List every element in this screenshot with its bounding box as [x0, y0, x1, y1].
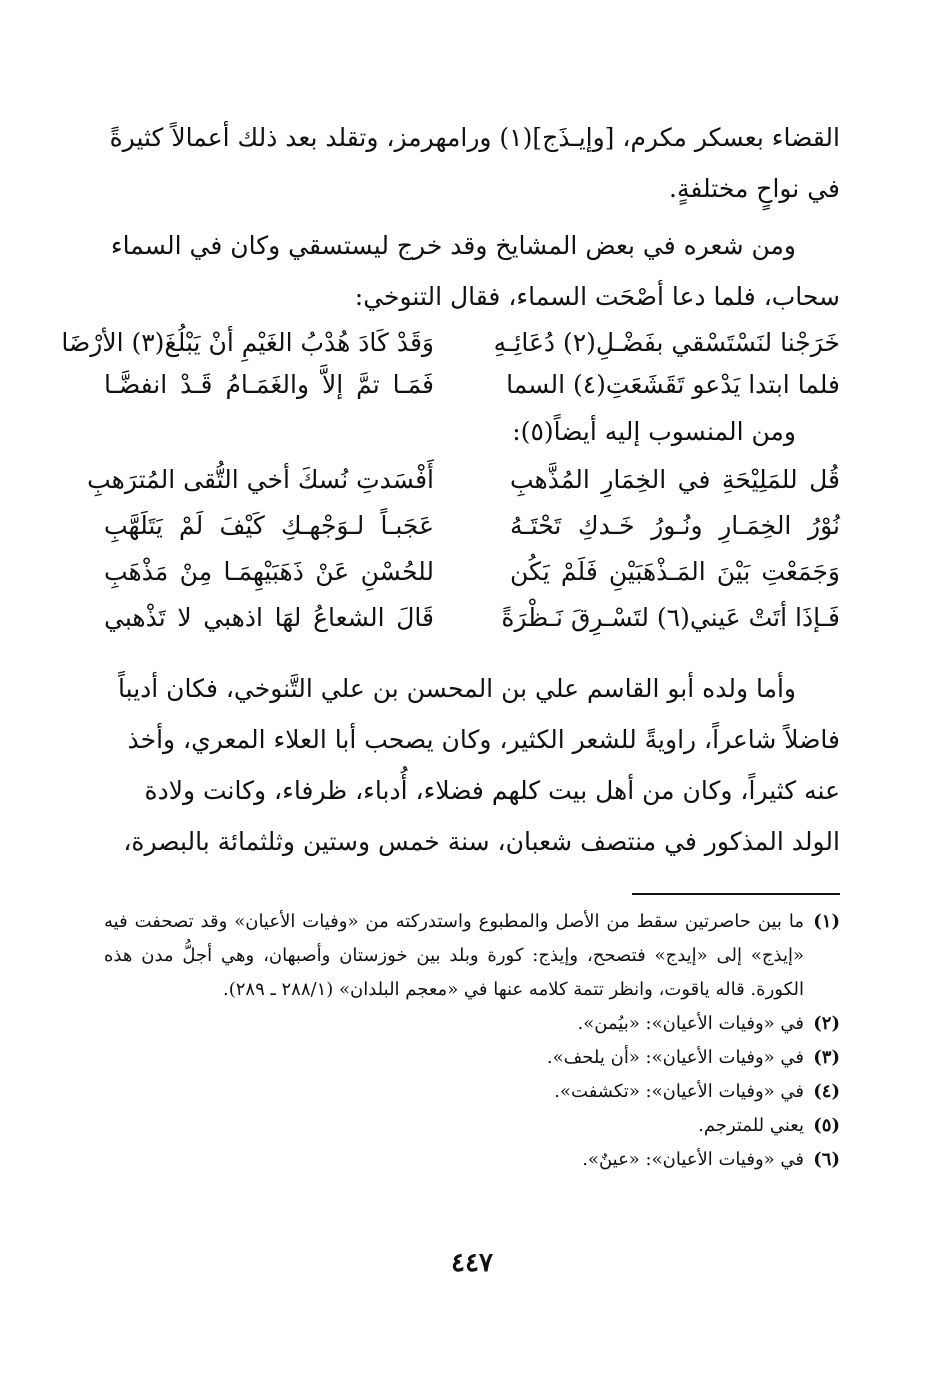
footnote — [104, 1075, 840, 1109]
verse-first-hemistich: خَرَجْنا لنَسْتَسْقي بفَضْـلِ(٢) دُعَائِـهِ — [493, 328, 840, 357]
paragraph-line: الولد المذكور في منتصف شعبان، سنة خمس وستين وثلثمائة بالبصرة، — [123, 827, 840, 856]
verse-line — [104, 364, 840, 406]
verse-first-hemistich: فَـإذَا أتَتْ عَيني(٦) لتَسْـرِقَ نَـظْرَةً — [501, 603, 840, 632]
paragraph-line: ومن المنسوب إليه أيضاً(٥): — [512, 417, 796, 446]
footnote-number: (١) — [813, 911, 840, 932]
footnote — [104, 905, 840, 1007]
footnotes — [104, 905, 840, 1177]
verse-first-hemistich: وَجَمَعْتِ بَيْنَ المَـذْهَبَيْنِ فَلَمْ يَكُن — [510, 557, 840, 586]
verse-line — [87, 457, 840, 503]
footnote — [104, 1143, 840, 1177]
footnote-text: يعني للمترجم. — [698, 1115, 804, 1136]
verse-second-hemistich: فَمَـا تمَّ إلاَّ والغَمَـامُ قَـدْ انفضَّـا — [104, 370, 434, 399]
page-body — [61, 112, 840, 1177]
verse-line — [104, 595, 840, 641]
paragraph-line: عنه كثيراً، وكان من أهل بيت كلهم فضلاء، أُدباء، ظرفاء، وكانت ولادة — [144, 776, 840, 805]
footnote-number: (٢) — [813, 1013, 840, 1034]
verse-second-hemistich: عَجَبـاً لـوَجْهـكِ كَيْفَ لَمْ يَتَلَهَّبِ — [104, 511, 434, 540]
footnote — [104, 1109, 840, 1143]
paragraph-line: في نواحٍ مختلفةٍ. — [669, 174, 840, 203]
footnote-divider — [632, 893, 840, 895]
footnote-number: (٣) — [813, 1047, 840, 1068]
footnote-number: (٥) — [813, 1115, 840, 1136]
verse-line — [104, 549, 840, 595]
poem-2 — [87, 457, 840, 641]
footnote-text: في «وفيات الأعيان»: «عينٌ». — [582, 1149, 804, 1170]
footnote-text: في «وفيات الأعيان»: «تكشفت». — [554, 1081, 804, 1102]
paragraph-line: القضاء بعسكر مكرم، [وإيـذَج](١) ورامهرمز، وتقلد بعد ذلك أعمالاً كثيرةً — [109, 123, 840, 152]
footnote-text: ما بين حاصرتين سقط من الأصل والمطبوع واستدركته من «وفيات الأعيان» وقد تصحفت فيه «إيذج» إلى «إيدج» فتصحح، وإيذج: كورة وبلد بين خوزستان وأصبهان، وهي أجلُّ مدن هذه الكورة. قاله ياقوت، وانظر تتمة كلامه عنها في «معجم البلدان» (٢٨٨/١ ـ ٢٨٩). — [104, 911, 804, 1000]
verse-second-hemistich: وَقَدْ كَادَ هُدْبُ الغَيْمِ أنْ يَبْلُغَ(٣) الأرْضَا — [61, 328, 434, 357]
paragraph-line: سحاب، فلما دعا أصْحَت السماء، فقال التنوخي: — [354, 282, 840, 311]
verse-second-hemistich: أَفْسَدتِ نُسكَ أخي التُّقى المُترَهبِ — [87, 465, 434, 494]
footnote-text: في «وفيات الأعيان»: «أن يلحف». — [546, 1047, 804, 1068]
footnote — [104, 1007, 840, 1041]
verse-line — [61, 322, 840, 364]
footnote-number: (٦) — [813, 1149, 840, 1170]
verse-first-hemistich: قُل للمَلِيْحَةِ في الخِمَارِ المُذَّهبِ — [510, 465, 840, 494]
footnote-number: (٤) — [813, 1081, 840, 1102]
verse-line — [104, 503, 840, 549]
footnote-text: في «وفيات الأعيان»: «بيُمن». — [577, 1013, 804, 1034]
verse-first-hemistich: فلما ابتدا يَدْعو تَقَشَعَتِ(٤) السما — [506, 370, 840, 399]
page-number: ٤٤٧ — [451, 1248, 493, 1278]
paragraph-line: ومن شعره في بعض المشايخ وقد خرج ليستسقي وكان في السماء — [110, 231, 796, 260]
poem-1 — [61, 322, 840, 406]
verse-first-hemistich: نُوْرُ الخِمَـارِ ونُـورُ خَـدكِ تَحْتَـهُ — [510, 511, 840, 540]
verse-second-hemistich: للحُسْنِ عَنْ ذَهَبَيْهِمَـا مِنْ مَذْهَبِ — [104, 557, 434, 586]
paragraph-line: وأما ولده أبو القاسم علي بن المحسن بن علي التَّنوخي، فكان أديباً — [118, 674, 796, 703]
paragraph-line: فاضلاً شاعراً، راويةً للشعر الكثير، وكان يصحب أبا العلاء المعري، وأخذ — [127, 725, 840, 754]
footnote — [104, 1041, 840, 1075]
verse-second-hemistich: قَالَ الشعاعُ لهَا اذهبي لا تَذْهبي — [104, 603, 434, 632]
